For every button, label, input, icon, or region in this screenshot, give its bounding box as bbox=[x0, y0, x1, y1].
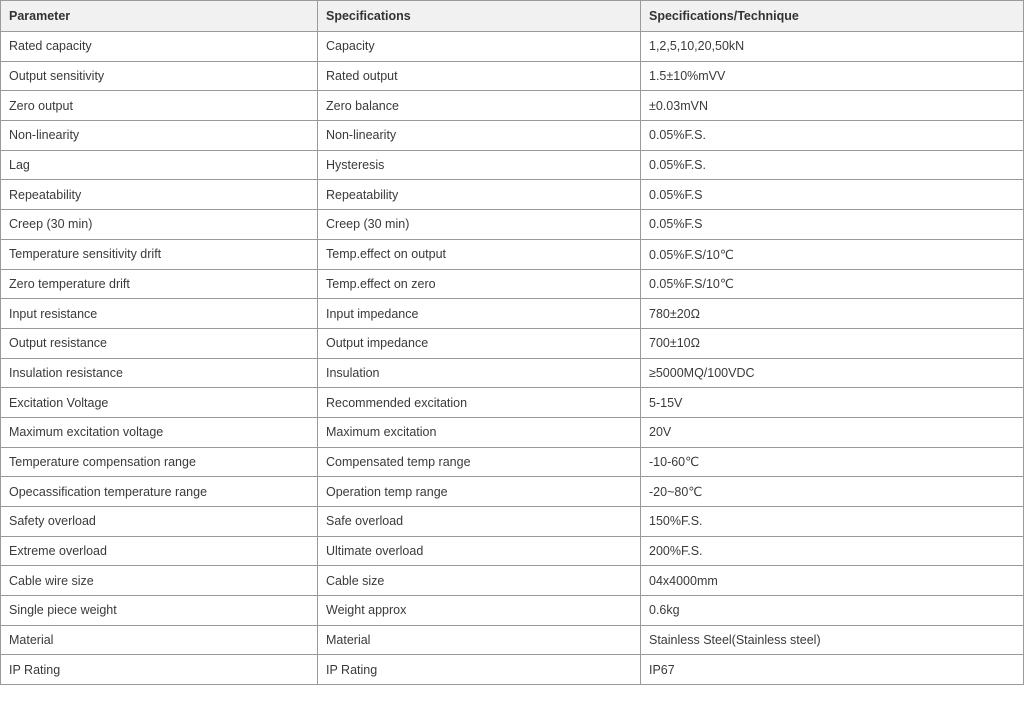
cell-parameter: Rated capacity bbox=[1, 32, 318, 62]
cell-specification: Repeatability bbox=[318, 180, 641, 210]
cell-specification: Creep (30 min) bbox=[318, 210, 641, 240]
cell-parameter: Input resistance bbox=[1, 299, 318, 329]
cell-specification: Zero balance bbox=[318, 91, 641, 121]
cell-specification: Recommended excitation bbox=[318, 388, 641, 418]
cell-specification: Cable size bbox=[318, 566, 641, 596]
table-row bbox=[1, 328, 1024, 358]
cell-value: 150%F.S. bbox=[641, 507, 1024, 537]
cell-parameter: Temperature sensitivity drift bbox=[1, 239, 318, 269]
cell-parameter: Maximum excitation voltage bbox=[1, 417, 318, 447]
table-row bbox=[1, 121, 1024, 151]
cell-value: 04x4000mm bbox=[641, 566, 1024, 596]
table-row bbox=[1, 239, 1024, 269]
cell-value: -10-60℃ bbox=[641, 447, 1024, 477]
table-row bbox=[1, 507, 1024, 537]
cell-specification: Material bbox=[318, 625, 641, 655]
table-row bbox=[1, 655, 1024, 685]
table-row bbox=[1, 596, 1024, 626]
cell-value: 200%F.S. bbox=[641, 536, 1024, 566]
cell-specification: Temp.effect on output bbox=[318, 239, 641, 269]
cell-value: 780±20Ω bbox=[641, 299, 1024, 329]
table-row bbox=[1, 61, 1024, 91]
cell-value: 0.05%F.S. bbox=[641, 121, 1024, 151]
cell-specification: Maximum excitation bbox=[318, 417, 641, 447]
cell-parameter: Temperature compensation range bbox=[1, 447, 318, 477]
table-row bbox=[1, 417, 1024, 447]
cell-value: 700±10Ω bbox=[641, 328, 1024, 358]
cell-specification: Output impedance bbox=[318, 328, 641, 358]
cell-specification: Safe overload bbox=[318, 507, 641, 537]
table-body bbox=[1, 32, 1024, 685]
cell-parameter: Insulation resistance bbox=[1, 358, 318, 388]
header-row bbox=[1, 1, 1024, 32]
cell-value: 0.05%F.S/10℃ bbox=[641, 269, 1024, 299]
cell-specification: IP Rating bbox=[318, 655, 641, 685]
table-row bbox=[1, 299, 1024, 329]
cell-specification: Weight approx bbox=[318, 596, 641, 626]
table-row bbox=[1, 358, 1024, 388]
table-row bbox=[1, 150, 1024, 180]
table-row bbox=[1, 536, 1024, 566]
table-row bbox=[1, 91, 1024, 121]
cell-value: 5-15V bbox=[641, 388, 1024, 418]
cell-value: 0.05%F.S bbox=[641, 180, 1024, 210]
cell-specification: Ultimate overload bbox=[318, 536, 641, 566]
cell-specification: Operation temp range bbox=[318, 477, 641, 507]
cell-parameter: Cable wire size bbox=[1, 566, 318, 596]
table-row bbox=[1, 32, 1024, 62]
table-row bbox=[1, 269, 1024, 299]
cell-parameter: Zero temperature drift bbox=[1, 269, 318, 299]
cell-value: ±0.03mVN bbox=[641, 91, 1024, 121]
cell-value: 0.05%F.S bbox=[641, 210, 1024, 240]
cell-value: ≥5000MQ/100VDC bbox=[641, 358, 1024, 388]
cell-specification: Hysteresis bbox=[318, 150, 641, 180]
table-row bbox=[1, 566, 1024, 596]
cell-value: IP67 bbox=[641, 655, 1024, 685]
cell-specification: Rated output bbox=[318, 61, 641, 91]
cell-specification: Temp.effect on zero bbox=[318, 269, 641, 299]
table-row bbox=[1, 388, 1024, 418]
table-row bbox=[1, 447, 1024, 477]
cell-specification: Capacity bbox=[318, 32, 641, 62]
cell-parameter: Non-linearity bbox=[1, 121, 318, 151]
cell-parameter: Single piece weight bbox=[1, 596, 318, 626]
header-specifications-technique: Specifications/Technique bbox=[641, 1, 1024, 32]
table-row bbox=[1, 210, 1024, 240]
cell-parameter: Opecassification temperature range bbox=[1, 477, 318, 507]
cell-specification: Insulation bbox=[318, 358, 641, 388]
cell-value: 0.05%F.S. bbox=[641, 150, 1024, 180]
cell-parameter: Material bbox=[1, 625, 318, 655]
cell-parameter: Zero output bbox=[1, 91, 318, 121]
cell-specification: Input impedance bbox=[318, 299, 641, 329]
header-specifications: Specifications bbox=[318, 1, 641, 32]
cell-specification: Non-linearity bbox=[318, 121, 641, 151]
cell-value: Stainless Steel(Stainless steel) bbox=[641, 625, 1024, 655]
cell-parameter: Excitation Voltage bbox=[1, 388, 318, 418]
cell-parameter: IP Rating bbox=[1, 655, 318, 685]
cell-value: 0.05%F.S/10℃ bbox=[641, 239, 1024, 269]
table-row bbox=[1, 180, 1024, 210]
cell-value: 1.5±10%mVV bbox=[641, 61, 1024, 91]
table-row bbox=[1, 477, 1024, 507]
cell-value: 0.6kg bbox=[641, 596, 1024, 626]
cell-parameter: Lag bbox=[1, 150, 318, 180]
header-parameter: Parameter bbox=[1, 1, 318, 32]
cell-parameter: Safety overload bbox=[1, 507, 318, 537]
cell-parameter: Output resistance bbox=[1, 328, 318, 358]
cell-specification: Compensated temp range bbox=[318, 447, 641, 477]
cell-parameter: Creep (30 min) bbox=[1, 210, 318, 240]
table-row bbox=[1, 625, 1024, 655]
cell-value: 1,2,5,10,20,50kN bbox=[641, 32, 1024, 62]
table-header bbox=[1, 1, 1024, 32]
cell-parameter: Repeatability bbox=[1, 180, 318, 210]
cell-parameter: Extreme overload bbox=[1, 536, 318, 566]
cell-parameter: Output sensitivity bbox=[1, 61, 318, 91]
cell-value: -20~80℃ bbox=[641, 477, 1024, 507]
cell-value: 20V bbox=[641, 417, 1024, 447]
